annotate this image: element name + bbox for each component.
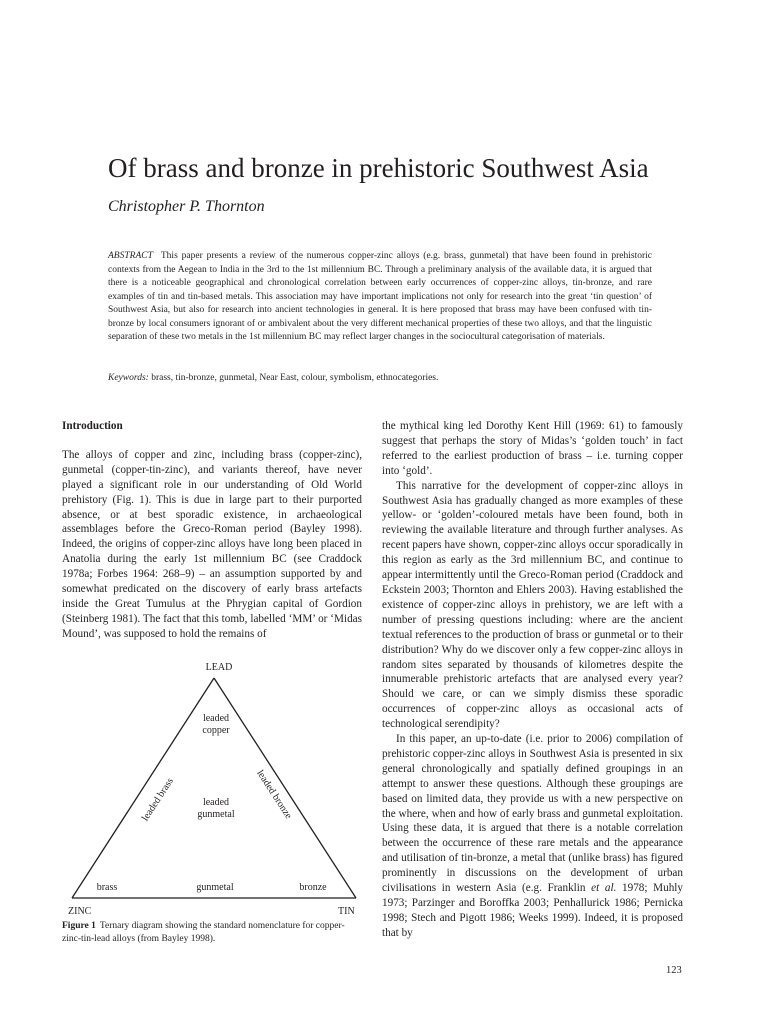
body-text: 1978; Muhly 1973; Parzinger and Boroffka 2003; Penhallurick 1986; Pernicka 1998; Stech and Pigott 1986; Weeks 1999). Indeed, it is proposed that by [382, 882, 683, 939]
region-label-leaded-copper: copper [202, 725, 230, 736]
vertex-label-lead: LEAD [205, 662, 233, 673]
keywords-text: brass, tin-bronze, gunmetal, Near East, colour, symbolism, ethnocategories. [151, 373, 439, 383]
body-text: In this paper, an up-to-date (i.e. prior to 2006) compilation of prehistoric copper-zinc alloys in Southwest Asia is presented in six general chronologically and spatially defined groupings in an attempt to answer these questions. Although these groupings are based on limited data, they provide us with a new perspective on the where, when and how of early brass and gunmetal exploitation. Using these data, it is argued that there is a notable correlation between the occurrence of these rare metals and the appearance and utilisation of tin-bronze, a metal that (unlike brass) has figured prominently in discussions on the development of urban civilisations in western Asia (e.g. Franklin [382, 733, 683, 895]
ternary-diagram [62, 656, 362, 904]
region-label-brass: brass [96, 882, 118, 893]
body-paragraph [382, 732, 683, 941]
figure-caption-text: Ternary diagram showing the standard nomenclature for copper-zinc-tin-lead alloys (from Bayley 1998). [62, 921, 345, 944]
body-paragraph: The alloys of copper and zinc, including brass (copper-zinc), gunmetal (copper-tin-zinc), and variants thereof, have never played a significant role in our understanding of Old World prehistory (Fig. 1). This is due in large part to their purported absence, or at best sporadic existence, in archaeological assemblages before the Greco-Roman period (Bayley 1998). Indeed, the origins of copper-zinc alloys have long been placed in Anatolia during the early 1st millennium BC (see Craddock 1978a; Forbes 1964: 268–9) – an assumption supported by and somewhat predicated on the discovery of early brass artefacts inside the Great Tumulus at the Phrygian capital of Gordion (Steinberg 1981). The fact that this tomb, labelled ‘MM’ or ‘Midas Mound’, was supposed to hold the remains of [62, 448, 362, 640]
triangle-edge-left [72, 678, 214, 898]
article-title: Of brass and bronze in prehistoric Southwest Asia [108, 153, 649, 183]
region-label-bronze: bronze [299, 882, 327, 893]
edge-label-leaded-brass: leaded brass [139, 776, 176, 824]
region-label-leaded-copper: leaded [202, 713, 230, 724]
body-text-italic: et al. [591, 882, 617, 895]
vertex-label-tin: TIN [338, 906, 355, 917]
edge-label-leaded-bronze: leaded bronze [254, 768, 294, 822]
keywords-label: Keywords: [108, 373, 149, 383]
abstract [108, 250, 652, 345]
keywords [108, 372, 652, 385]
section-heading: Introduction [62, 420, 123, 432]
figure-caption-label: Figure 1 [62, 921, 96, 931]
vertex-label-zinc: ZINC [68, 906, 92, 917]
figure-caption [62, 920, 362, 945]
abstract-label: ABSTRACT [108, 251, 153, 261]
left-column [62, 419, 362, 642]
region-label-gunmetal: gunmetal [196, 882, 234, 893]
page-number: 123 [666, 965, 682, 976]
abstract-text: This paper presents a review of the numerous copper-zinc alloys (e.g. brass, gunmetal) that have been found in prehistoric contexts from the Aegean to India in the 3rd to the 1st millennium BC. Through a preliminary analysis of the available data, it is argued that there is a noticeable geographical and chronological correlation between early occurrences of copper-zinc alloys, tin-bronze, and rare examples of tin and tin-based metals. This association may have important implications not only for research into the great ‘tin question’ of Southwest Asia, but also for research into ancient technologies in general. It is here proposed that brass may have been confused with tin-bronze by local consumers ignorant of or ambivalent about the very different mechanical properties of these two alloys, and that the linguistic separation of these two metals in the 1st millennium BC may reflect larger changes in the sociocultural categorisation of materials. [108, 251, 652, 342]
author-name: Christopher P. Thornton [108, 198, 265, 215]
region-label-leaded-gunmetal: gunmetal [197, 809, 235, 820]
right-column [382, 419, 683, 941]
body-paragraph: This narrative for the development of copper-zinc alloys in Southwest Asia has gradually changed as more examples of these yellow- or ‘golden’-coloured metals have been found, both in reviewing the available literature and through further analyses. As recent papers have shown, copper-zinc alloys occur sporadically in this region as early as the 3rd millennium BC, and continue to appear intermittently until the Greco-Roman period (Craddock and Eckstein 2003; Thornton and Ehlers 2003). Having established the existence of copper-zinc alloys in prehistory, we are left with a number of pressing questions including: where are the ancient textual references to the production of brass or gunmetal or to their distribution? Why do we discover only a few copper-zinc alloys in random sites separated by thousands of kilometres despite the innumerable prehistoric artefacts that are analysed every year? Should we care, or can we simply dismiss these sporadic occurrences of copper-zinc alloys as occasional acts of technological serendipity? [382, 479, 683, 731]
region-label-leaded-gunmetal: leaded [202, 797, 230, 808]
triangle-edge-right [214, 678, 356, 898]
body-paragraph: the mythical king led Dorothy Kent Hill (1969: 61) to famously suggest that perhaps the story of Midas’s ‘golden touch’ in fact referred to the earliest production of brass – i.e. turning copper into ‘gold’. [382, 420, 683, 477]
